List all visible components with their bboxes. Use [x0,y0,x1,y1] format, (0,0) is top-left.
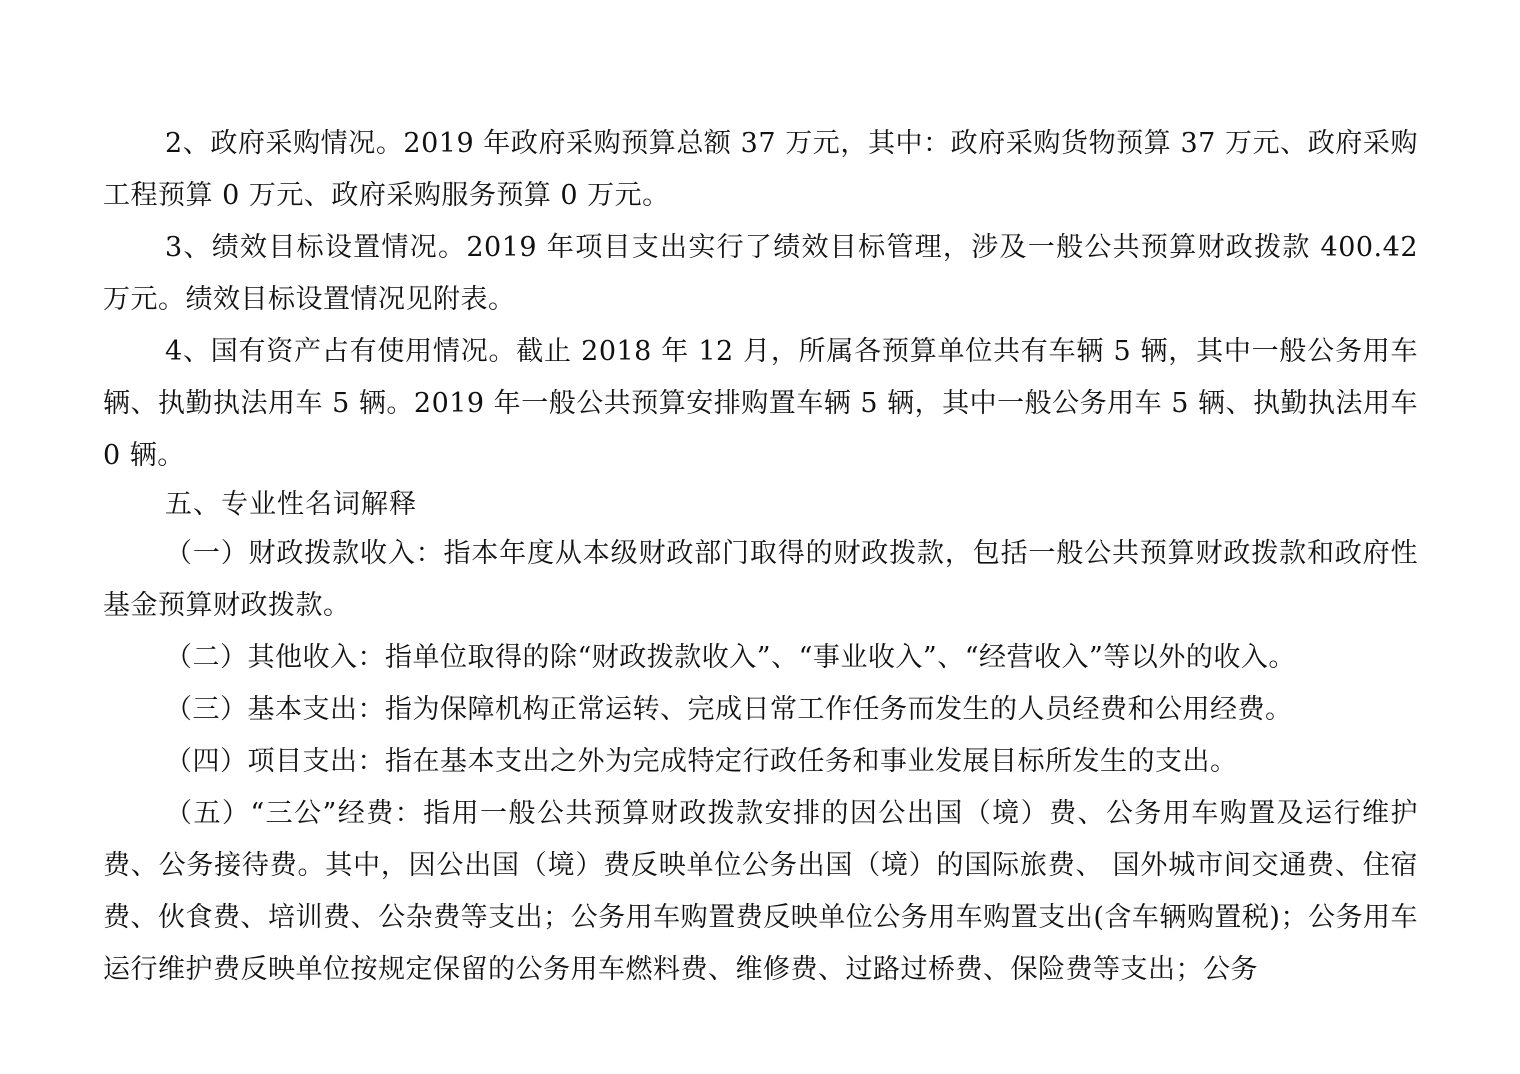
paragraph-assets: 4、国有资产占有使用情况。截止 2018 年 12 月，所属各预算单位共有车辆 5 辆，其中一般公务用车辆、执勤执法用车 5 辆。2019 年一般公共预算安排购置车辆 5 辆，其中一般公务用车 5 辆、执勤执法用车 0 辆。 [103,336,1418,471]
definition-fiscal-appropriation: （一）财政拨款收入：指本年度从本级财政部门取得的财政拨款，包括一般公共预算财政拨款和政府性基金预算财政拨款。 [103,538,1418,621]
definition-basic-expenditure: （三）基本支出：指为保障机构正常运转、完成日常工作任务而发生的人员经费和公用经费。 [165,694,1293,725]
definition-project-expenditure: （四）项目支出：指在基本支出之外为完成特定行政任务和事业发展目标所发生的支出。 [165,746,1238,777]
paragraph-procurement: 2、政府采购情况。2019 年政府采购预算总额 37 万元，其中：政府采购货物预算 37 万元、政府采购工程预算 0 万元、政府采购服务预算 0 万元。 [103,128,1418,211]
section-heading: 五、专业性名词解释 [165,489,417,520]
paragraph-performance: 3、绩效目标设置情况。2019 年项目支出实行了绩效目标管理，涉及一般公共预算财政拨款 400.42 万元。绩效目标设置情况见附表。 [103,232,1418,315]
definition-other-income: （二）其他收入：指单位取得的除“财政拨款收入”、“事业收入”、“经营收入”等以外的收入。 [165,642,1296,673]
document-page [103,118,1418,996]
definition-three-public-expenses: （五）“三公”经费：指用一般公共预算财政拨款安排的因公出国（境）费、公务用车购置及运行维护费、公务接待费。其中，因公出国（境）费反映单位公务出国（境）的国际旅费、 国外城市间交通费、住宿费、伙食费、培训费、公杂费等支出；公务用车购置费反映单位公务用车购置支出(含车辆购置税)；公务用车运行维护费反映单位按规定保留的公务用车燃料费、维修费、过路过桥费、保险费等支出；公务 [103,798,1418,985]
